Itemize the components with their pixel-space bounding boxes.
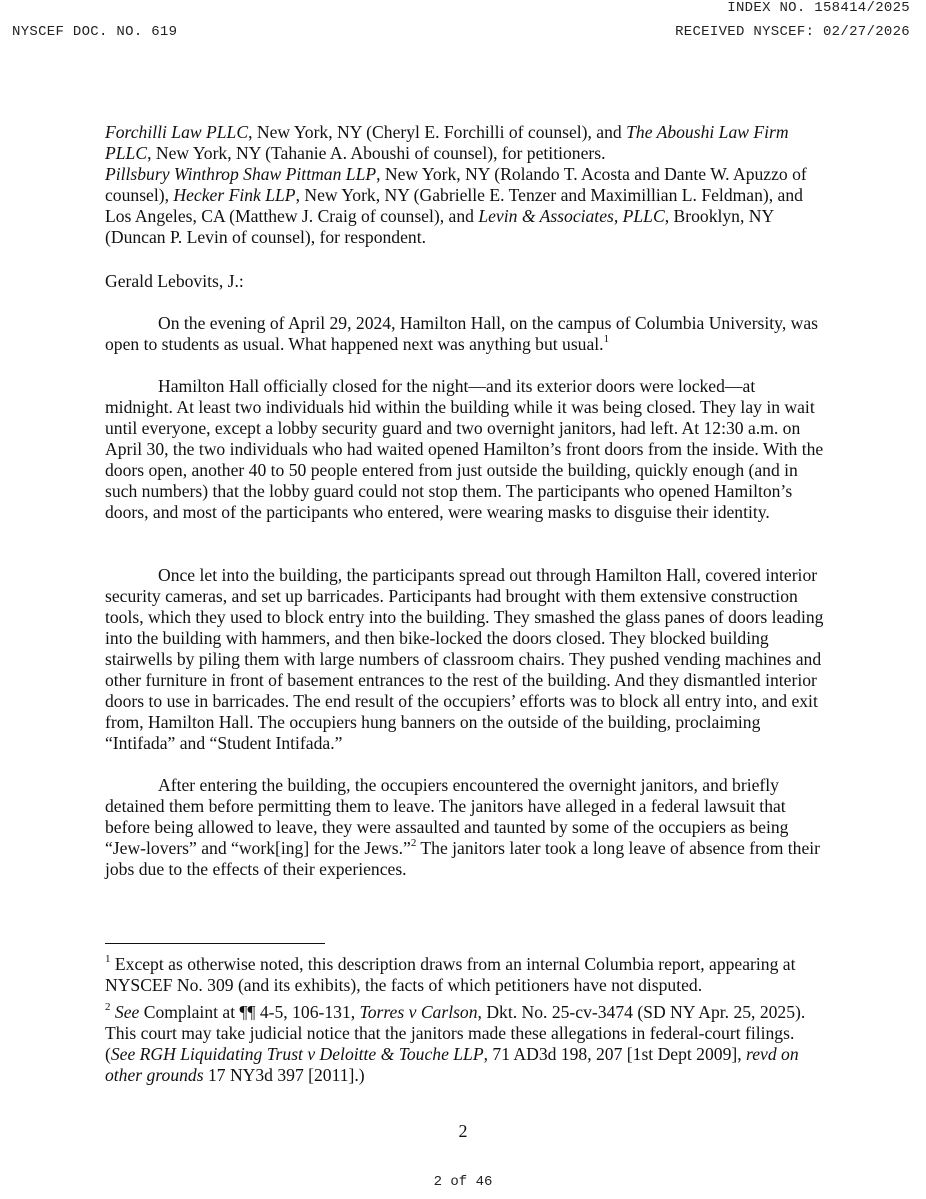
firm-name: Pillsbury Winthrop Shaw Pittman LLP xyxy=(105,164,377,184)
paragraph-1 xyxy=(105,313,825,355)
footnote-text: , Dkt. No. 25-cv-3474 (SD NY Apr. 25, 2025). This court may take judicial notice that the janitors made these allegations in federal-court filings. ( xyxy=(105,1002,806,1064)
footnote-2 xyxy=(105,1002,825,1086)
case-name: Torres v Carlson xyxy=(359,1002,478,1022)
firm-name: Forchilli Law PLLC xyxy=(105,122,249,142)
paragraph-2: Hamilton Hall officially closed for the night—and its exterior doors were locked—at midnight. At least two individuals hid within the building while it was being closed. They lay in wait until everyone, except a lobby security guard and two overnight janitors, had left. At 12:30 a.m. on April 30, the two individuals who had waited opened Hamilton’s front doors from the inside. With the doors open, another 40 to 50 people entered from just outside the building, quickly enough (and in such numbers) that the lobby guard could not stop them. The participants who opened Hamilton’s doors, and most of the participants who entered, were wearing masks to disguise their identity. xyxy=(105,376,824,522)
footnote-ref: 2 xyxy=(410,837,417,850)
page-number: 2 xyxy=(458,1121,468,1141)
footnote-number: 1 xyxy=(105,953,111,966)
subsequent-history: revd on other grounds xyxy=(105,1044,799,1085)
counsel-block xyxy=(105,122,825,248)
counsel-text: , Brooklyn, NY (Duncan P. Levin of counsel), for respondent. xyxy=(105,206,774,247)
firm-name: The Aboushi Law Firm PLLC xyxy=(105,122,789,163)
counsel-text: , New York, NY (Rolando T. Acosta and Dante W. Apuzzo of counsel), xyxy=(105,164,807,205)
paragraph-4 xyxy=(105,775,825,880)
footnote-number: 2 xyxy=(105,1001,111,1014)
index-number: INDEX NO. 158414/2025 xyxy=(727,0,910,16)
footnote-text: Except as otherwise noted, this description draws from an internal Columbia report, appearing at NYSCEF No. 309 (and its exhibits), the facts of which petitioners have not disputed. xyxy=(105,954,796,995)
firm-name: Hecker Fink LLP xyxy=(173,185,296,205)
paragraph-text: After entering the building, the occupiers encountered the overnight janitors, and briefly detained them before permitting them to leave. The janitors have alleged in a federal lawsuit that before being allowed to leave, they were assaulted and taunted by some of the occupiers as being “Jew-lovers” and “work[ing] for the Jews.” xyxy=(105,775,789,858)
footnote-text: , 71 AD3d 198, 207 [1st Dept 2009], xyxy=(483,1044,747,1064)
received-date: RECEIVED NYSCEF: 02/27/2026 xyxy=(675,24,910,40)
footnote-1 xyxy=(105,954,825,996)
petitioners-counsel xyxy=(105,122,825,164)
respondent-counsel xyxy=(105,164,825,248)
paragraph-text: On the evening of April 29, 2024, Hamilton Hall, on the campus of Columbia University, was open to students as usual. What happened next was anything but usual. xyxy=(105,313,818,354)
doc-number: NYSCEF DOC. NO. 619 xyxy=(12,24,178,40)
counsel-text: , New York, NY (Cheryl E. Forchilli of counsel), and xyxy=(248,122,627,142)
firm-name: Levin & Associates, PLLC xyxy=(478,206,665,226)
counsel-text: , New York, NY (Gabrielle E. Tenzer and Maximillian L. Feldman), and Los Angeles, CA (Matthew J. Craig of counsel), and xyxy=(105,185,803,226)
footnote-text: 17 NY3d 397 [2011].) xyxy=(203,1065,365,1085)
footnote-text: Complaint at ¶¶ 4-5, 106-131, xyxy=(139,1002,360,1022)
counsel-text: , New York, NY (Tahanie A. Aboushi of counsel), for petitioners. xyxy=(147,143,606,163)
footnote-ref: 1 xyxy=(603,333,610,346)
judge-name: Gerald Lebovits, J.: xyxy=(105,271,244,291)
signal-word: See xyxy=(110,1002,140,1022)
paragraph-text: The janitors later took a long leave of absence from their jobs due to the effects of their experiences. xyxy=(105,838,821,879)
page-count: 2 of 46 xyxy=(433,1174,493,1190)
case-name: See RGH Liquidating Trust v Deloitte & Touche LLP xyxy=(110,1044,484,1064)
paragraph-3: Once let into the building, the participants spread out through Hamilton Hall, covered interior security cameras, and set up barricades. Participants had brought with them extensive construction tools, which they used to block entry into the building. They smashed the glass panes of doors leading into the building with hammers, and then bike-locked the doors closed. They blocked building stairwells by piling them with large numbers of classroom chairs. They pushed vending machines and other furniture in front of basement entrances to the rest of the building. And they dismantled interior doors to use in barricades. The end result of the occupiers’ efforts was to block all entry into, and exit from, Hamilton Hall. The occupiers hung banners on the outside of the building, proclaiming “Intifada” and “Student Intifada.” xyxy=(105,565,824,753)
footnote-divider xyxy=(105,943,325,944)
